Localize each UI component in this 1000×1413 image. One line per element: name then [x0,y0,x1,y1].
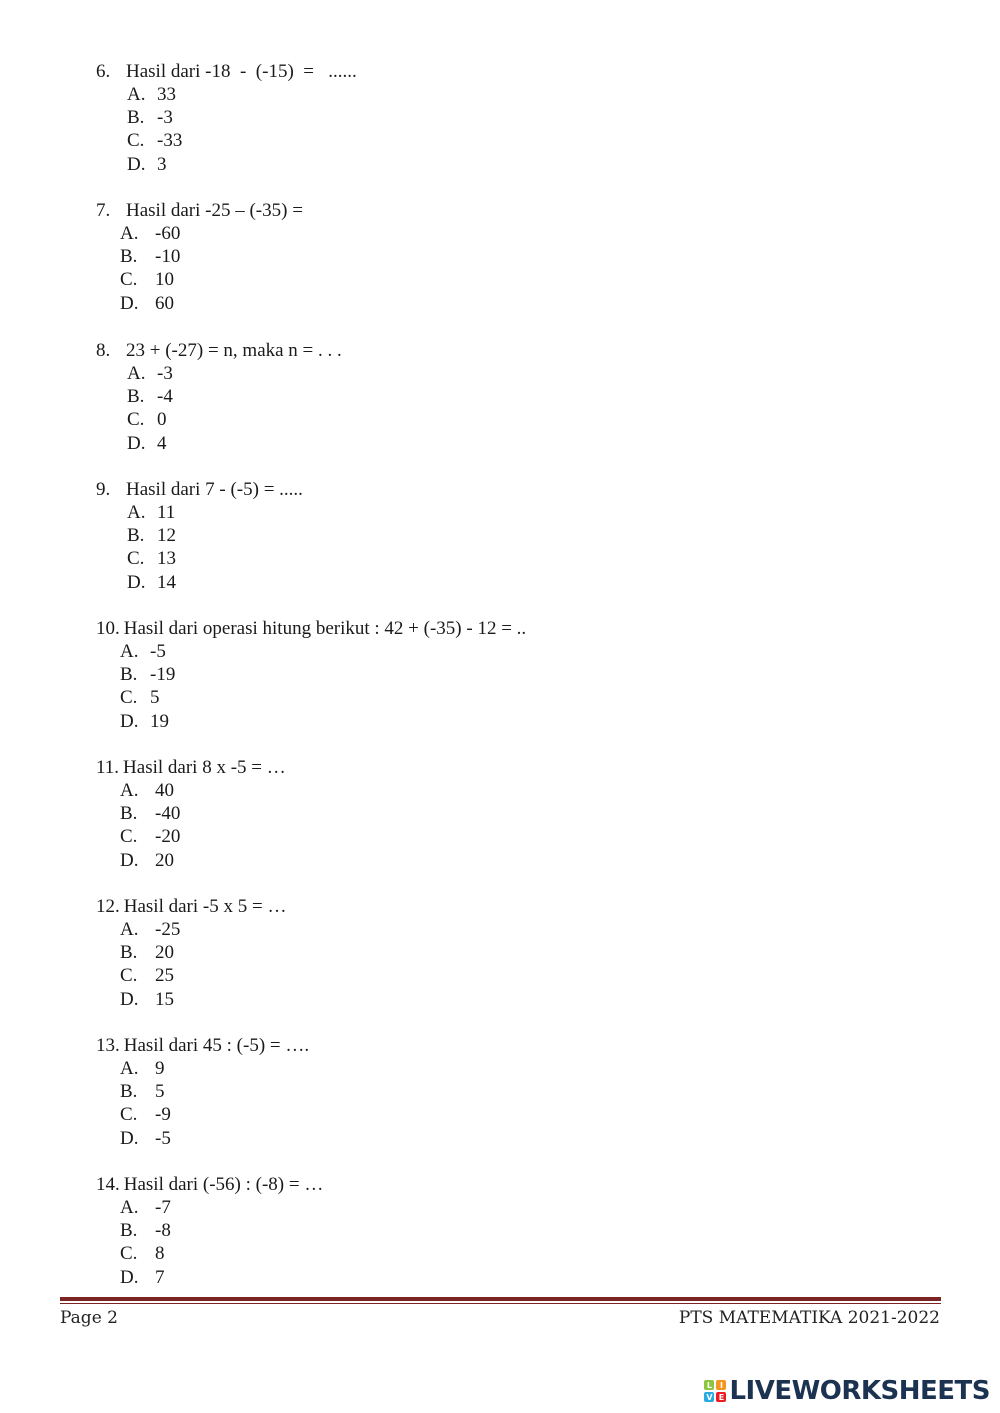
option-list [96,222,303,315]
option-list [96,1057,309,1150]
option-value: 40 [155,780,174,801]
option-c[interactable] [96,268,303,291]
option-value: 20 [155,849,174,871]
option-value: 8 [155,1243,165,1265]
question-text-line [96,756,286,779]
option-b[interactable] [96,1219,323,1242]
option-a[interactable] [96,1196,323,1219]
option-value: -10 [155,246,181,268]
footer-divider [60,1297,941,1301]
option-value: 4 [157,432,167,454]
option-value: 12 [157,525,176,547]
option-letter: B. [120,664,138,686]
option-value: 20 [155,942,174,964]
question-6 [96,60,357,176]
question-number: 8. [96,340,111,361]
question-11 [96,756,286,872]
option-letter: C. [120,826,138,848]
option-letter: C. [120,269,138,291]
question-text-line [96,478,303,501]
option-letter: A. [120,1058,139,1079]
option-value: -19 [150,664,176,686]
option-letter: B. [127,386,145,408]
option-d[interactable] [96,571,303,594]
option-value: -8 [155,1220,171,1242]
question-text-line [96,339,342,362]
page-number: Page 2 [60,1308,118,1328]
question-text-line [96,617,526,640]
option-a[interactable] [96,1057,309,1080]
option-letter: D. [127,432,146,454]
option-list [96,640,526,733]
option-value: -20 [155,826,181,848]
option-letter: C. [120,1243,138,1265]
question-number: 7. [96,200,111,221]
question-number: 12. [96,896,120,917]
option-value: -60 [155,223,181,244]
footer-divider-thin [60,1303,941,1304]
option-value: 10 [155,269,174,291]
option-value: 3 [157,153,167,175]
question-7 [96,199,303,315]
question-text: Hasil dari 45 : (-5) = …. [123,1035,310,1056]
option-d[interactable] [96,432,342,455]
option-value: 25 [155,965,174,987]
question-number: 11. [96,757,120,778]
option-value: 9 [155,1058,165,1079]
option-value: 7 [155,1266,165,1288]
option-d[interactable] [96,292,303,315]
option-letter: C. [120,965,138,987]
option-d[interactable] [96,153,357,176]
option-value: -40 [155,803,181,825]
option-a[interactable] [96,779,286,802]
option-value: -5 [155,1127,171,1149]
option-list [96,918,286,1011]
option-value: -5 [150,641,166,662]
option-c[interactable] [96,964,286,987]
brand-text: LIVEWORKSHEETS [729,1376,990,1406]
option-b[interactable] [96,663,526,686]
question-number: 9. [96,479,111,500]
option-letter: C. [127,130,145,152]
option-list [96,501,303,594]
option-value: 19 [150,710,169,732]
option-letter: D. [127,153,146,175]
option-value: -3 [157,363,173,384]
option-value: -9 [155,1104,171,1126]
question-text-line [96,1173,323,1196]
option-letter: D. [120,1266,139,1288]
question-8 [96,339,342,455]
question-text: Hasil dari (-56) : (-8) = … [123,1174,324,1195]
option-letter: C. [127,409,145,431]
question-9 [96,478,303,594]
option-d[interactable] [96,1266,323,1289]
option-letter: A. [127,363,146,384]
question-number: 14. [96,1174,120,1195]
option-letter: A. [120,641,139,662]
option-letter: D. [127,571,146,593]
option-letter: A. [127,502,146,523]
option-c[interactable] [96,825,286,848]
question-number: 10. [96,618,120,639]
option-a[interactable] [96,501,303,524]
option-letter: A. [120,223,139,244]
option-letter: B. [120,1081,138,1103]
option-a[interactable] [96,222,303,245]
option-letter: C. [120,687,138,709]
question-text: Hasil dari -25 – (-35) = [126,200,303,221]
option-letter: A. [120,1197,139,1218]
option-letter: B. [120,942,138,964]
option-value: 13 [157,548,176,570]
option-b[interactable] [96,1080,309,1103]
option-c[interactable] [96,686,526,709]
option-value: -7 [155,1197,171,1218]
question-text: Hasil dari -18 - (-15) = ...... [126,61,357,82]
question-text: Hasil dari -5 x 5 = … [123,896,287,917]
option-d[interactable] [96,849,286,872]
option-list [96,362,342,455]
option-value: -3 [157,107,173,129]
option-value: -25 [155,919,181,940]
option-letter: B. [120,1220,138,1242]
question-10 [96,617,526,733]
option-letter: A. [120,919,139,940]
option-letter: B. [120,803,138,825]
option-letter: D. [120,849,139,871]
option-value: 33 [157,84,176,105]
option-letter: C. [120,1104,138,1126]
option-letter: B. [120,246,138,268]
option-letter: D. [120,988,139,1010]
option-d[interactable] [96,710,526,733]
question-text-line [96,1034,309,1057]
option-list [96,779,286,872]
option-letter: B. [127,107,145,129]
question-12 [96,895,286,1011]
option-b[interactable] [96,941,286,964]
option-value: 0 [157,409,167,431]
option-letter: A. [127,84,146,105]
question-number: 6. [96,61,111,82]
option-value: 15 [155,988,174,1010]
option-value: 11 [157,502,176,523]
question-text: 23 + (-27) = n, maka n = . . . [126,340,342,361]
option-c[interactable] [96,129,357,152]
option-list [96,1196,323,1289]
option-c[interactable] [96,1103,309,1126]
question-13 [96,1034,309,1150]
option-b[interactable] [96,524,303,547]
option-letter: C. [127,548,145,570]
option-a[interactable] [96,918,286,941]
liveworksheets-logo-icon: L I V E [704,1380,726,1402]
question-text-line [96,199,303,222]
question-number: 13. [96,1035,120,1056]
option-value: -4 [157,386,173,408]
liveworksheets-logo[interactable] [704,1376,990,1406]
question-text: Hasil dari 8 x -5 = … [123,757,286,778]
document-title: PTS MATEMATIKA 2021-2022 [678,1308,940,1328]
option-b[interactable] [96,245,303,268]
option-value: 60 [155,292,174,314]
option-value: -33 [157,130,183,152]
option-d[interactable] [96,1127,309,1150]
option-letter: D. [120,1127,139,1149]
option-value: 14 [157,571,176,593]
option-a[interactable] [96,362,342,385]
option-c[interactable] [96,547,303,570]
option-b[interactable] [96,385,342,408]
option-letter: D. [120,292,139,314]
option-a[interactable] [96,640,526,663]
option-c[interactable] [96,1242,323,1265]
option-letter: B. [127,525,145,547]
question-text: Hasil dari operasi hitung berikut : 42 + (-35) - 12 = .. [123,618,527,639]
option-letter: D. [120,710,139,732]
question-14 [96,1173,323,1289]
question-text-line [96,895,286,918]
option-value: 5 [150,687,160,709]
option-b[interactable] [96,106,357,129]
question-text-line [96,60,357,83]
option-a[interactable] [96,83,357,106]
question-text: Hasil dari 7 - (-5) = ..... [126,479,303,500]
option-d[interactable] [96,988,286,1011]
option-list [96,83,357,176]
option-letter: A. [120,780,139,801]
option-b[interactable] [96,802,286,825]
option-c[interactable] [96,408,342,431]
option-value: 5 [155,1081,165,1103]
